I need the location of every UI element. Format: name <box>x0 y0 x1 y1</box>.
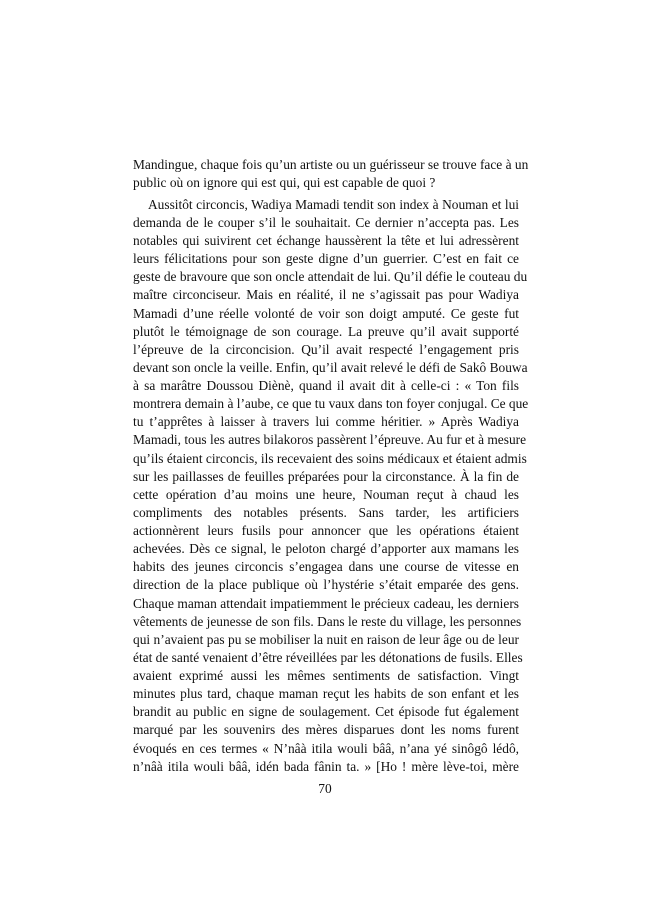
text-line: cette opération d’au moins une heure, Nouman reçut à chaud les <box>133 486 519 502</box>
text-line: montrera demain à l’aube, ce que tu vaux dans ton foyer conjugal. Ce que <box>133 396 529 412</box>
text-line: vêtements de jeunesse de son fils. Dans le reste du village, les personnes <box>133 613 522 629</box>
text-line: achevées. Dès ce signal, le peloton chargé d’apporter aux mamans les <box>133 541 519 557</box>
text-line: minutes plus tard, chaque maman reçut les habits de son enfant et les <box>133 686 519 702</box>
text-line: qu’ils étaient circoncis, ils recevaient des soins médicaux et étaient admis <box>133 450 527 466</box>
text-line: évoqués en ces termes « N’nâà itila wouli bââ, n’ana yé sinôgô lédô, <box>133 740 519 756</box>
text-line: qui n’avaient pas pu se mobiliser la nuit en raison de leur âge ou de leur <box>133 631 519 647</box>
paragraph <box>133 156 529 192</box>
text-line: geste de bravoure que son oncle attendait de lui. Qu’il défie le couteau du <box>133 269 528 285</box>
page-body <box>133 156 529 776</box>
text-line: habits des jeunes circoncis s’engagea dans une course de vitesse en <box>133 559 519 575</box>
text-line: Mamadi, tous les autres bilakoros passèrent l’épreuve. Au fur et à mesure <box>133 432 527 448</box>
text-line: devant son oncle la veille. Enfin, qu’il avait relevé le défi de Sakô Bouwa <box>133 359 528 375</box>
text-line: sur les paillasses de feuilles préparées pour la circonstance. À la fin de <box>133 468 519 484</box>
text-line: n’nâà itila wouli bââ, idén bada fânin ta. » [Ho ! mère lève-toi, mère <box>133 758 519 774</box>
text-line: actionnèrent leurs fusils pour annoncer que les opérations étaient <box>133 523 519 538</box>
text-line: tu t’apprêtes à laisser à travers lui comme héritier. » Après Wadiya <box>133 414 519 430</box>
text-line: maître circonciseur. Mais en réalité, il ne s’agissait pas pour Wadiya <box>133 287 519 303</box>
text-line: public où on ignore qui est qui, qui est capable de quoi ? <box>133 175 436 191</box>
text-line: notables qui suivirent cet échange haussèrent la tête et lui adressèrent <box>133 233 519 248</box>
text-line: état de santé venaient d’être réveillées par les détonations de fusils. Elles <box>133 649 523 665</box>
text-line: demanda de le couper s’il le souhaitait. Ce dernier n’accepta pas. Les <box>133 214 519 230</box>
text-line: marqué par les souvenirs des mères disparues dont les noms furent <box>133 722 519 738</box>
page-number: 70 <box>318 781 332 796</box>
text-line: Mamadi d’une réelle volonté de voir son doigt amputé. Ce geste fut <box>133 305 519 321</box>
text-line: Chaque maman attendait impatiemment le précieux cadeau, les derniers <box>133 595 519 611</box>
text-line: compliments des notables présents. Sans tarder, les artificiers <box>133 504 519 520</box>
paragraph <box>133 196 529 776</box>
text-line: Mandingue, chaque fois qu’un artiste ou un guérisseur se trouve face à un <box>133 157 529 172</box>
text-line: brandit au public en signe de soulagement. Cet épisode fut également <box>133 704 519 720</box>
text-line: l’épreuve de la circoncision. Qu’il avait respecté l’engagement pris <box>133 341 519 357</box>
text-line: Aussitôt circoncis, Wadiya Mamadi tendit son index à Nouman et lui <box>148 196 519 212</box>
text-line: à sa marâtre Doussou Diènè, quand il avait dit à celle-ci : « Ton fils <box>133 378 519 393</box>
text-line: leurs félicitations pour son geste digne d’un guerrier. C’est en fait ce <box>133 251 519 267</box>
text-line: direction de la place publique où l’hystérie s’était emparée des gens. <box>133 577 519 593</box>
text-line: avaient exprimé aussi les mêmes sentiments de satisfaction. Vingt <box>133 668 519 683</box>
text-line: plutôt le témoignage de son courage. La preuve qu’il avait supporté <box>133 323 519 339</box>
